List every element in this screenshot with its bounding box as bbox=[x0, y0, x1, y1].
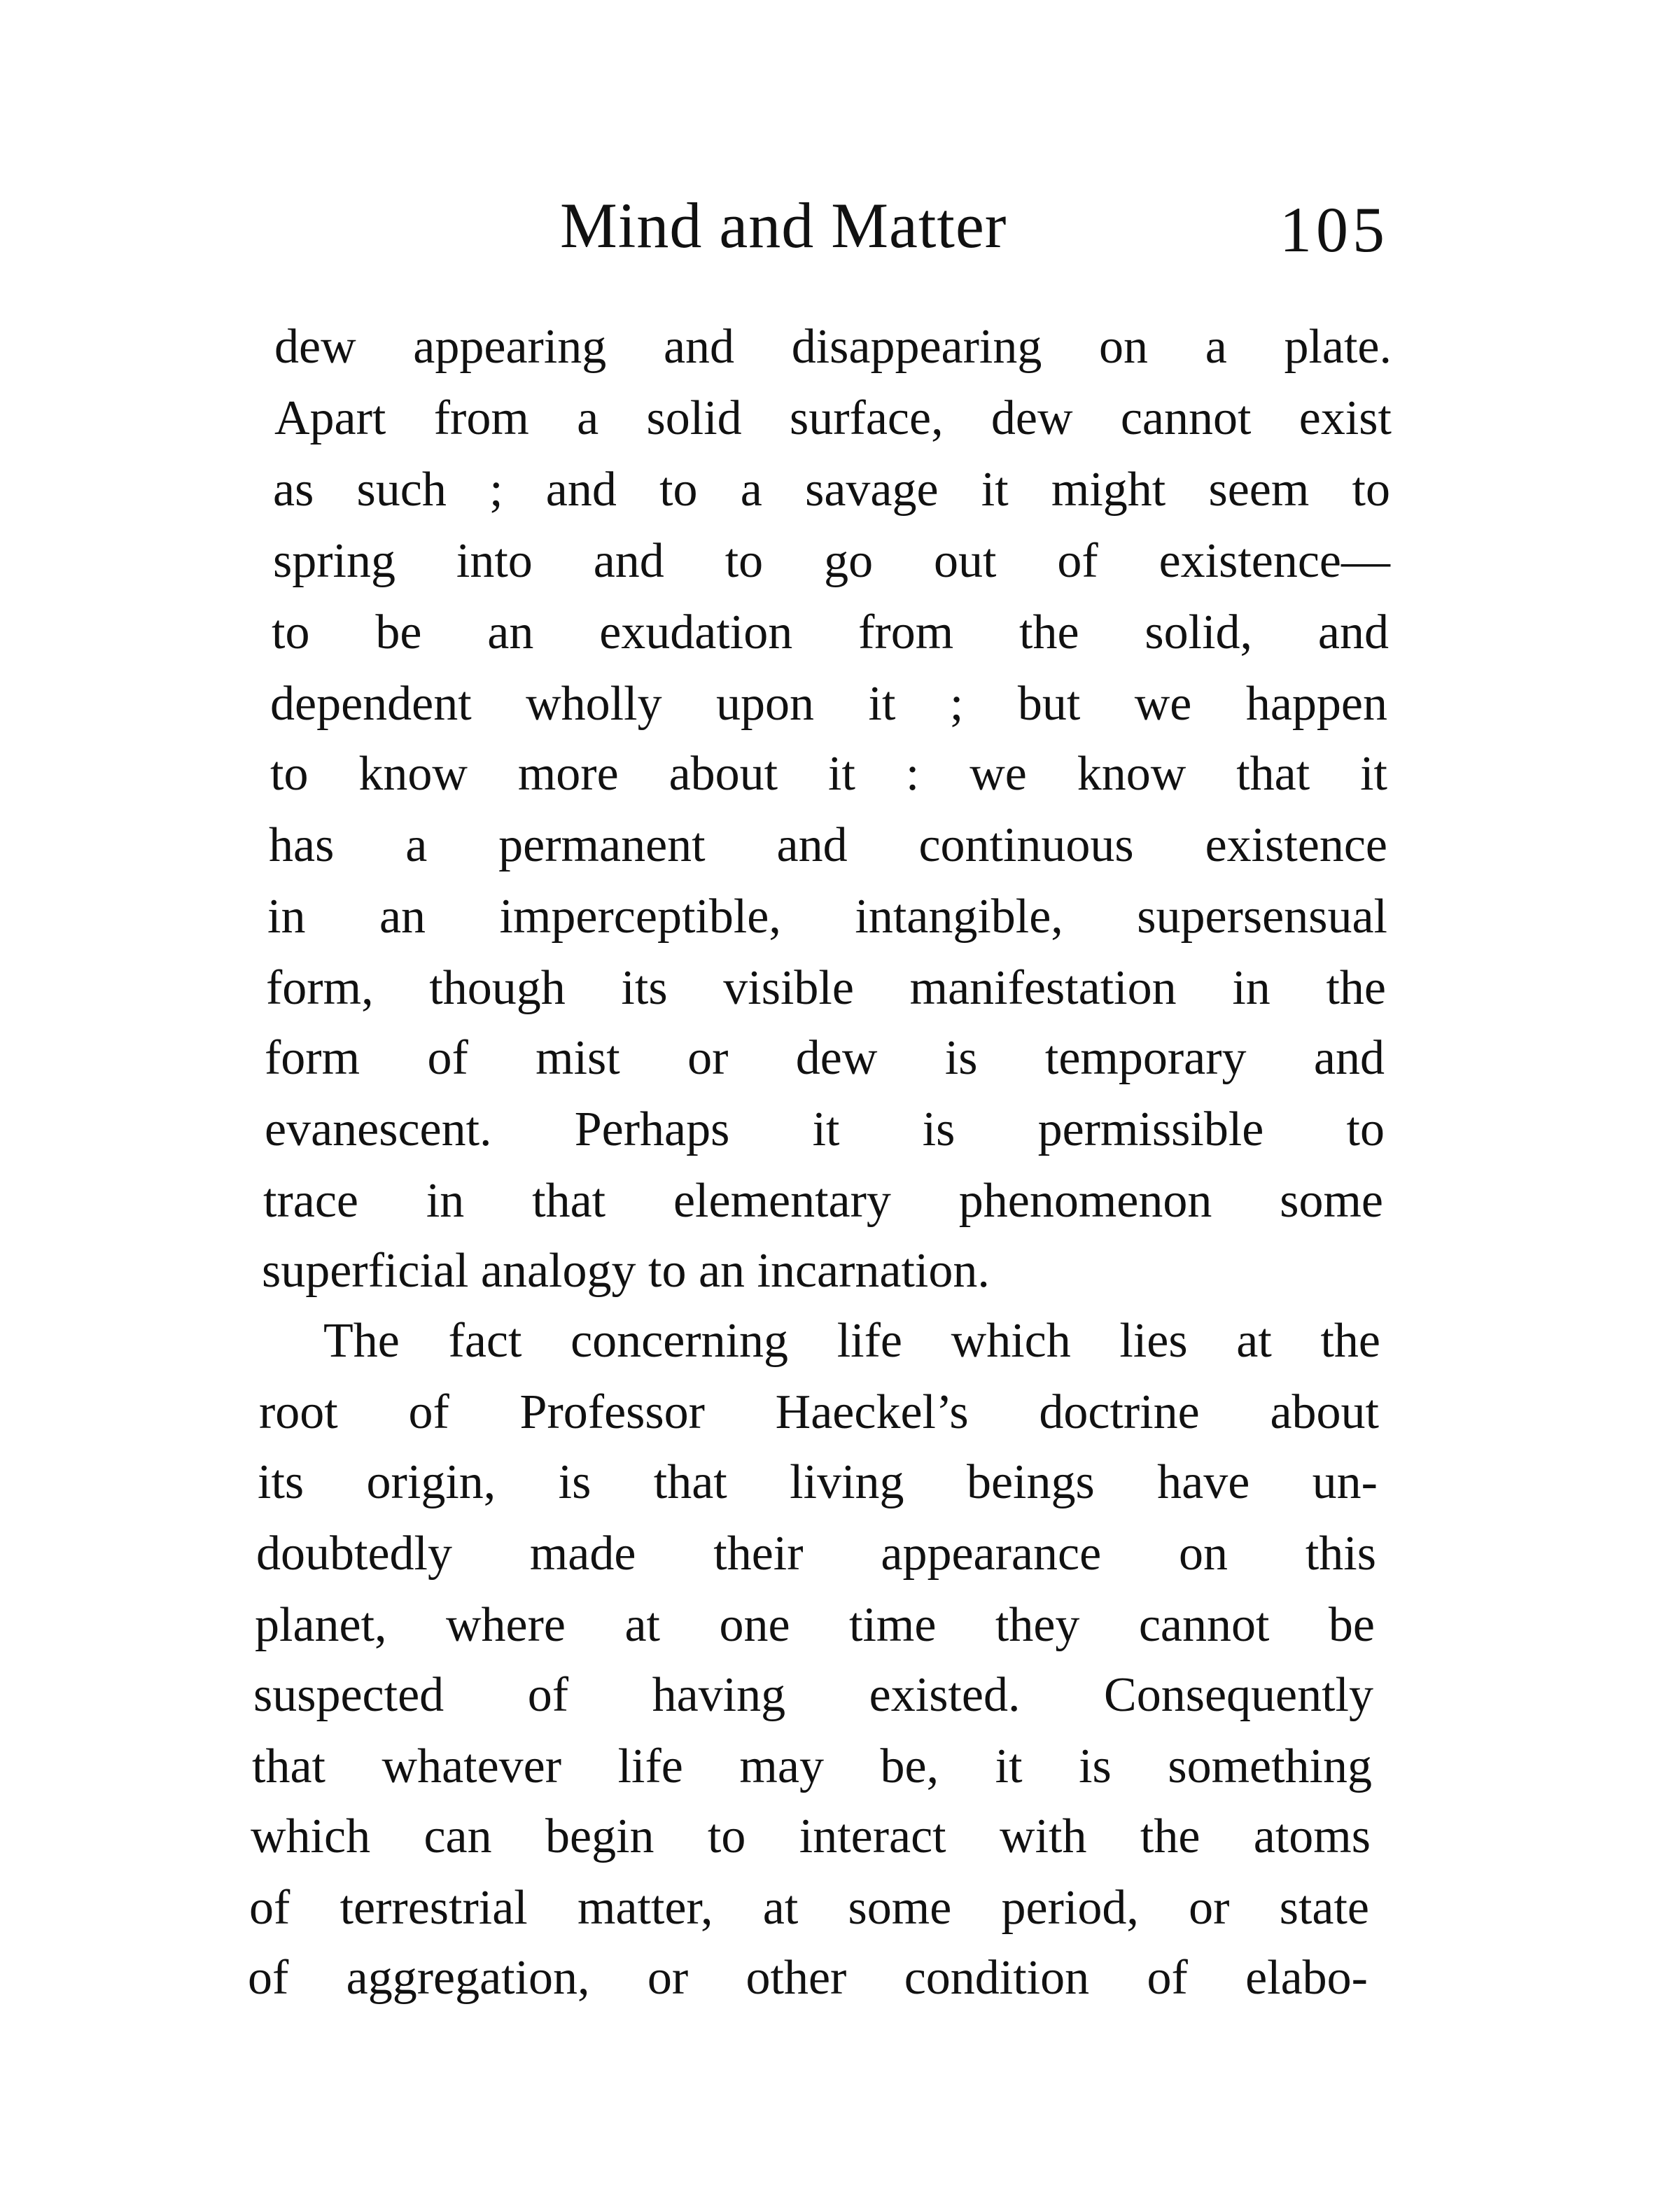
text-line: Apart from a solid surface, dew cannot exist bbox=[274, 391, 1392, 445]
text-line: superficial analogy to an incarnation. bbox=[262, 1244, 990, 1298]
text-line: of aggregation, or other condition of elabo- bbox=[248, 1951, 1368, 2005]
text-line: to know more about it : we know that it bbox=[270, 747, 1387, 801]
running-title: Mind and Matter bbox=[560, 190, 1007, 261]
text-line: spring into and to go out of existence— bbox=[273, 534, 1390, 588]
text-line: The fact concerning life which lies at the bbox=[323, 1314, 1380, 1368]
text-line: has a permanent and continuous existence bbox=[269, 818, 1387, 872]
text-line: form of mist or dew is temporary and bbox=[265, 1031, 1385, 1085]
text-line: its origin, is that living beings have un- bbox=[258, 1455, 1378, 1509]
text-line: dew appearing and disappearing on a plate. bbox=[274, 320, 1392, 374]
page-number: 105 bbox=[1280, 194, 1389, 265]
text-line: as such ; and to a savage it might seem to bbox=[273, 463, 1390, 517]
text-line: in an imperceptible, intangible, supersensual bbox=[267, 890, 1387, 944]
text-line: doubtedly made their appearance on this bbox=[256, 1527, 1376, 1581]
text-line: which can begin to interact with the atoms bbox=[251, 1809, 1371, 1863]
text-line: trace in that elementary phenomenon some bbox=[263, 1174, 1383, 1228]
text-line: suspected of having existed. Consequently bbox=[253, 1668, 1373, 1722]
text-line: root of Professor Haeckel’s doctrine about bbox=[259, 1385, 1379, 1439]
text-line: dependent wholly upon it ; but we happen bbox=[270, 677, 1387, 731]
text-line: of terrestrial matter, at some period, or state bbox=[249, 1881, 1369, 1935]
text-line: planet, where at one time they cannot be bbox=[255, 1598, 1375, 1652]
text-line: that whatever life may be, it is something bbox=[252, 1740, 1372, 1793]
text-line: evanescent. Perhaps it is permissible to bbox=[265, 1102, 1385, 1156]
text-line: to be an exudation from the solid, and bbox=[272, 606, 1389, 659]
text-line: form, though its visible manifestation in the bbox=[266, 961, 1386, 1015]
